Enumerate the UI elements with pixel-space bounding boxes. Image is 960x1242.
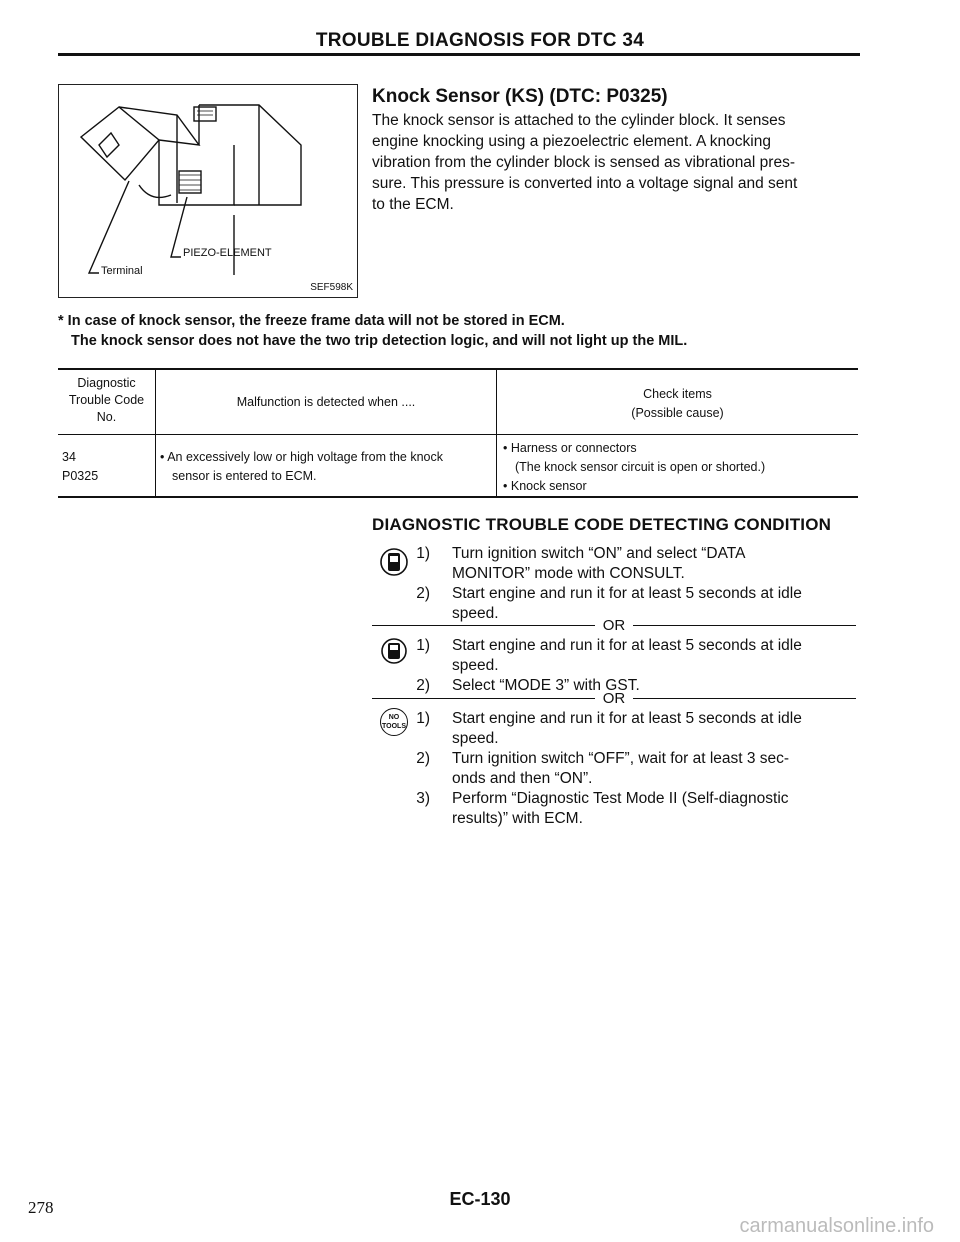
step-text: Turn ignition switch “OFF”, wait for at least 3 sec- bbox=[452, 750, 790, 767]
step-text: MONITOR” mode with CONSULT. bbox=[452, 565, 685, 582]
header-text: Diagnostic bbox=[77, 376, 136, 390]
malfunction-text: An excessively low or high voltage from the knock bbox=[167, 450, 444, 464]
step-text: results)” with ECM. bbox=[452, 810, 583, 827]
section-title-detecting-condition: DIAGNOSTIC TROUBLE CODE DETECTING CONDITION bbox=[372, 515, 832, 534]
step-number: 1) bbox=[416, 637, 430, 654]
no-tools-steps bbox=[0, 709, 960, 829]
table-header-rule bbox=[58, 434, 858, 435]
step-text: Perform “Diagnostic Test Mode II (Self-diagnostic bbox=[452, 790, 789, 807]
figure-code: SEF598K bbox=[310, 282, 353, 293]
step-text: Start engine and run it for at least 5 seconds at idle bbox=[452, 710, 802, 727]
table-top-rule bbox=[58, 368, 858, 370]
description-line: vibration from the cylinder block is sensed as vibrational pres- bbox=[372, 154, 795, 171]
step-text: Start engine and run it for at least 5 seconds at idle bbox=[452, 585, 802, 602]
consult-steps bbox=[0, 544, 960, 624]
or-label: OR bbox=[602, 689, 626, 707]
step-number: 3) bbox=[416, 790, 430, 807]
dtc-code: P0325 bbox=[62, 469, 99, 483]
bullet-icon: • bbox=[160, 450, 165, 464]
step-text: Turn ignition switch “ON” and select “DATA bbox=[452, 545, 746, 562]
table-header-check-items bbox=[497, 385, 858, 423]
step-number: 2) bbox=[416, 585, 430, 602]
gst-steps bbox=[0, 636, 960, 696]
page-number: 278 bbox=[28, 1198, 54, 1217]
bullet-icon: • bbox=[503, 479, 508, 493]
step-text: Start engine and run it for at least 5 seconds at idle bbox=[452, 637, 802, 654]
table-header-dtc bbox=[58, 375, 155, 426]
or-label: OR bbox=[602, 616, 626, 634]
note-line-2: The knock sensor does not have the two trip detection logic, and will not light up the MIL. bbox=[71, 333, 688, 349]
bullet-icon: • bbox=[503, 441, 508, 455]
step-number: 2) bbox=[416, 750, 430, 767]
table-col-divider-1 bbox=[155, 370, 156, 496]
note-line-1: * In case of knock sensor, the freeze frame data will not be stored in ECM. bbox=[58, 313, 565, 329]
header-rule bbox=[58, 53, 860, 56]
knock-sensor-description bbox=[372, 110, 862, 215]
knock-sensor-illustration-icon bbox=[59, 85, 355, 295]
no-tools-icon-text: NO bbox=[388, 714, 400, 721]
section-title-knock-sensor: Knock Sensor (KS) (DTC: P0325) bbox=[372, 86, 668, 107]
check-item: Harness or connectors bbox=[510, 441, 637, 455]
no-tools-icon-text: TOOLS bbox=[382, 723, 406, 730]
header-text: Trouble Code bbox=[68, 393, 145, 407]
step-text: onds and then “ON”. bbox=[452, 770, 593, 787]
step-text: speed. bbox=[452, 605, 499, 622]
figure-label-terminal: Terminal bbox=[101, 265, 143, 277]
or-separator bbox=[372, 615, 856, 635]
header-text: No. bbox=[96, 410, 117, 424]
dtc-number: 34 bbox=[62, 450, 76, 464]
table-header-malfunction: Malfunction is detected when .... bbox=[236, 395, 416, 409]
freeze-frame-note bbox=[58, 311, 858, 351]
check-item: (The knock sensor circuit is open or shorted.) bbox=[515, 460, 766, 474]
description-line: The knock sensor is attached to the cylinder block. It senses bbox=[372, 112, 786, 129]
step-number: 1) bbox=[416, 545, 430, 562]
description-line: engine knocking using a piezoelectric element. A knocking bbox=[372, 133, 771, 150]
step-text: speed. bbox=[452, 730, 499, 747]
table-cell-malfunction bbox=[160, 448, 494, 486]
figure-label-piezo: PIEZO-ELEMENT bbox=[183, 247, 272, 259]
step-text: speed. bbox=[452, 657, 499, 674]
step-text: Select “MODE 3” with GST. bbox=[452, 677, 640, 694]
table-bottom-rule bbox=[58, 496, 858, 498]
malfunction-text: sensor is entered to ECM. bbox=[172, 469, 317, 483]
description-line: sure. This pressure is converted into a voltage signal and sent bbox=[372, 175, 798, 192]
step-number: 1) bbox=[416, 710, 430, 727]
page-title: TROUBLE DIAGNOSIS FOR DTC 34 bbox=[315, 30, 645, 51]
watermark: carmanualsonline.info bbox=[739, 1215, 934, 1237]
header-text: Check items bbox=[643, 387, 712, 401]
description-line: to the ECM. bbox=[372, 196, 454, 213]
knock-sensor-figure bbox=[58, 84, 358, 298]
table-cell-code bbox=[62, 448, 98, 486]
check-item: Knock sensor bbox=[510, 479, 587, 493]
step-number: 2) bbox=[416, 677, 430, 694]
page-id: EC-130 bbox=[449, 1189, 511, 1209]
or-separator bbox=[372, 688, 856, 708]
header-text: (Possible cause) bbox=[631, 406, 724, 420]
table-cell-check-items bbox=[503, 439, 855, 496]
